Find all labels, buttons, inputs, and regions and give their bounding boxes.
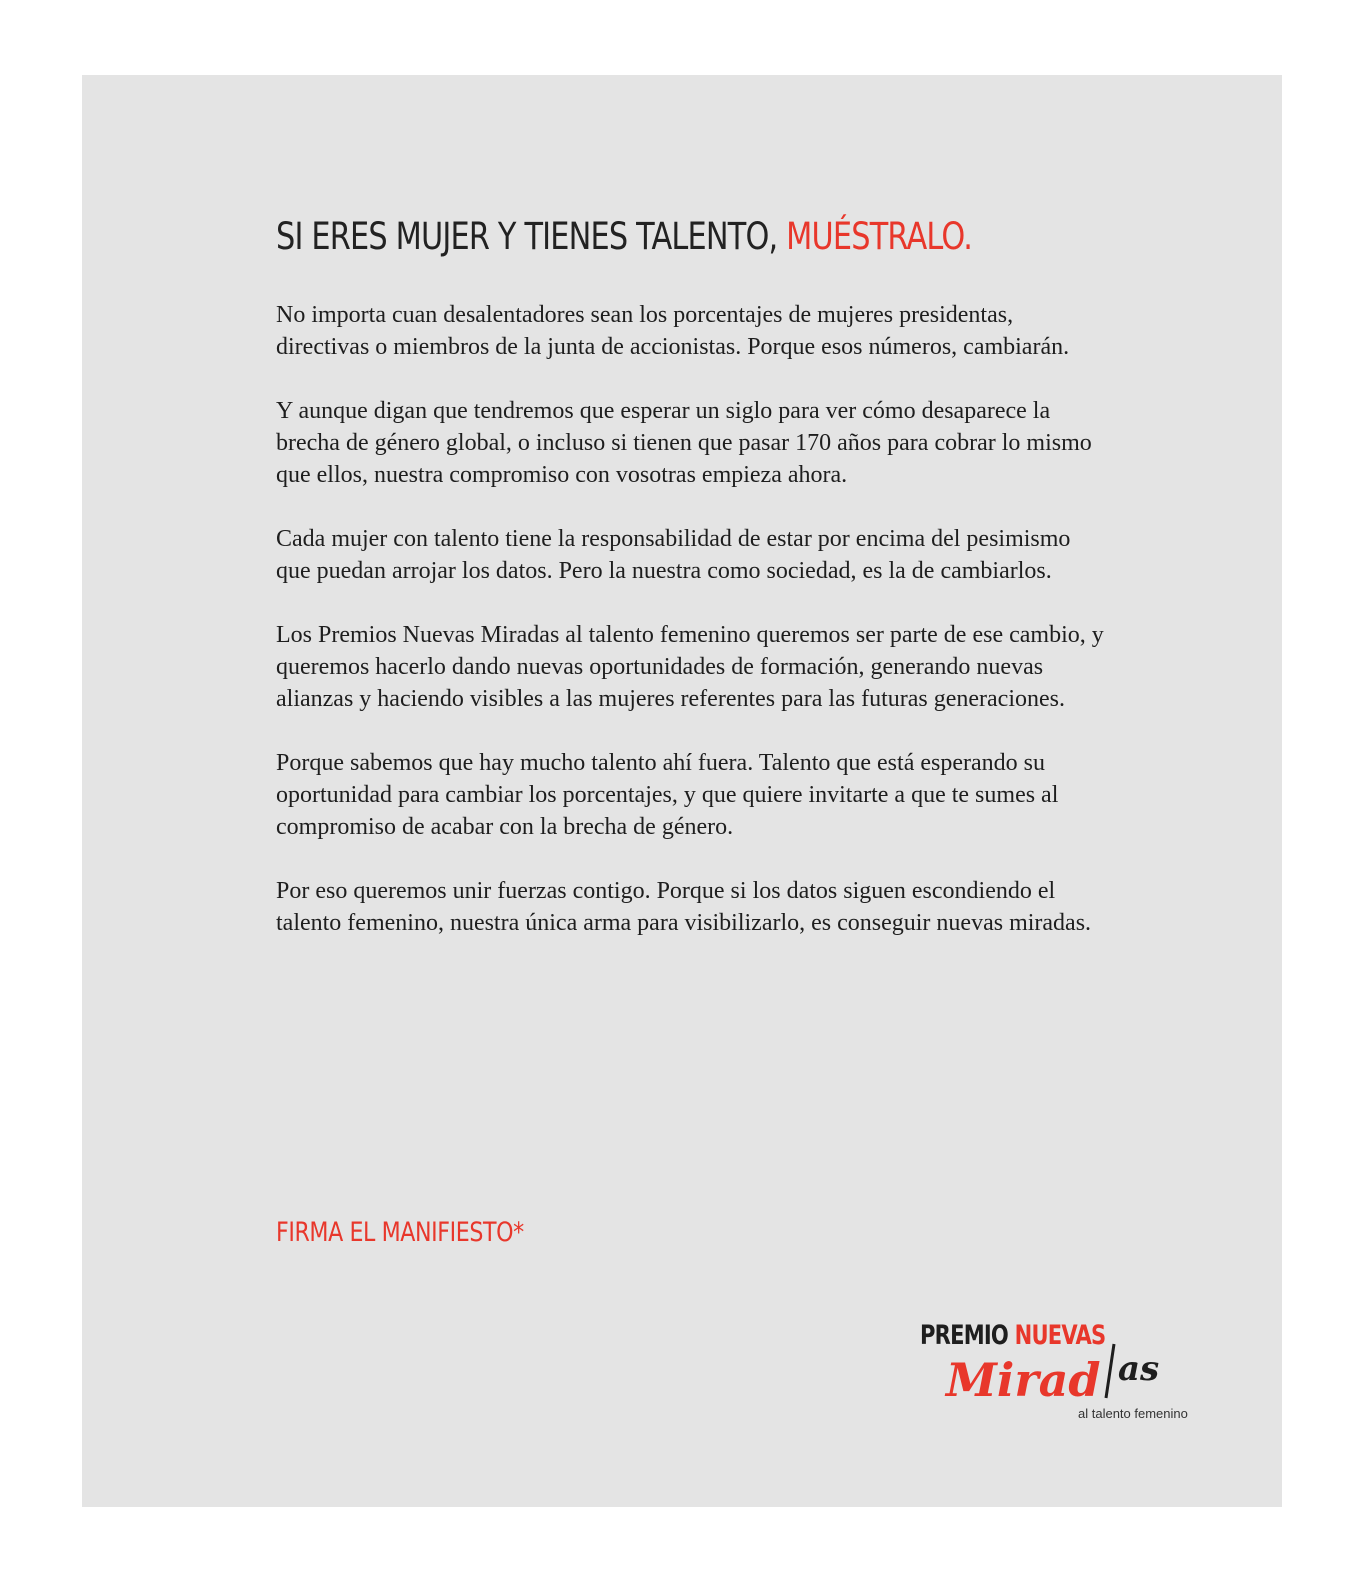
paragraph-4: Los Premios Nuevas Miradas al talento femenino queremos ser parte de ese cambio, y queremos hacerlo dando nuevas oportunidades de formación, generando nuevas alianzas y haciendo visibles a las mujeres referentes para las futuras generaciones. (276, 622, 1104, 712)
logo-slash (1106, 1344, 1114, 1398)
sign-manifesto-link[interactable]: FIRMA EL MANIFIESTO* (276, 1217, 524, 1248)
paragraph-5: Porque sabemos que hay mucho talento ahí fuera. Talento que está esperando su oportunidad para cambiar los porcentajes, y que quiere invitarte a que te sumes al compromiso de acabar con la brecha de género. (276, 750, 1059, 840)
paragraph-2: Y aunque digan que tendremos que esperar un siglo para ver cómo desaparece la brecha de género global, o incluso si tienen que pasar 170 años para cobrar lo mismo que ellos, nuestra compromiso con vosotras empieza ahora. (276, 398, 1092, 488)
logo-script-mark (940, 1338, 1190, 1408)
paragraph-6: Por eso queremos unir fuerzas contigo. Porque si los datos siguen escondiendo el talento femenino, nuestra única arma para visibilizarlo, es conseguir nuevas miradas. (276, 878, 1092, 936)
manifesto-panel (82, 75, 1282, 1507)
headline-accent: MUÉSTRALO. (786, 215, 973, 258)
paragraph-3: Cada mujer con talento tiene la responsabilidad de estar por encima del pesimismo que puedan arrojar los datos. Pero la nuestra como sociedad, es la de cambiarlos. (276, 526, 1071, 584)
logo-script-suffix: as (1118, 1349, 1160, 1389)
logo-tagline: al talento femenino (1078, 1406, 1188, 1421)
manifesto-body (276, 299, 1106, 939)
headline (276, 215, 973, 259)
headline-main: SI ERES MUJER Y TIENES TALENTO, (276, 215, 787, 258)
manifesto-content (276, 215, 1106, 971)
logo-word-nuevas: NUEVAS (1014, 1320, 1106, 1351)
logo-word-premio: PREMIO (920, 1320, 1015, 1351)
premio-nuevas-miradas-logo (920, 1320, 1200, 1430)
logo-script-miradas: Mirad (946, 1353, 1101, 1407)
paragraph-1: No importa cuan desalentadores sean los porcentajes de mujeres presidentas, directivas o miembros de la junta de accionistas. Porque esos números, cambiarán. (276, 302, 1070, 360)
